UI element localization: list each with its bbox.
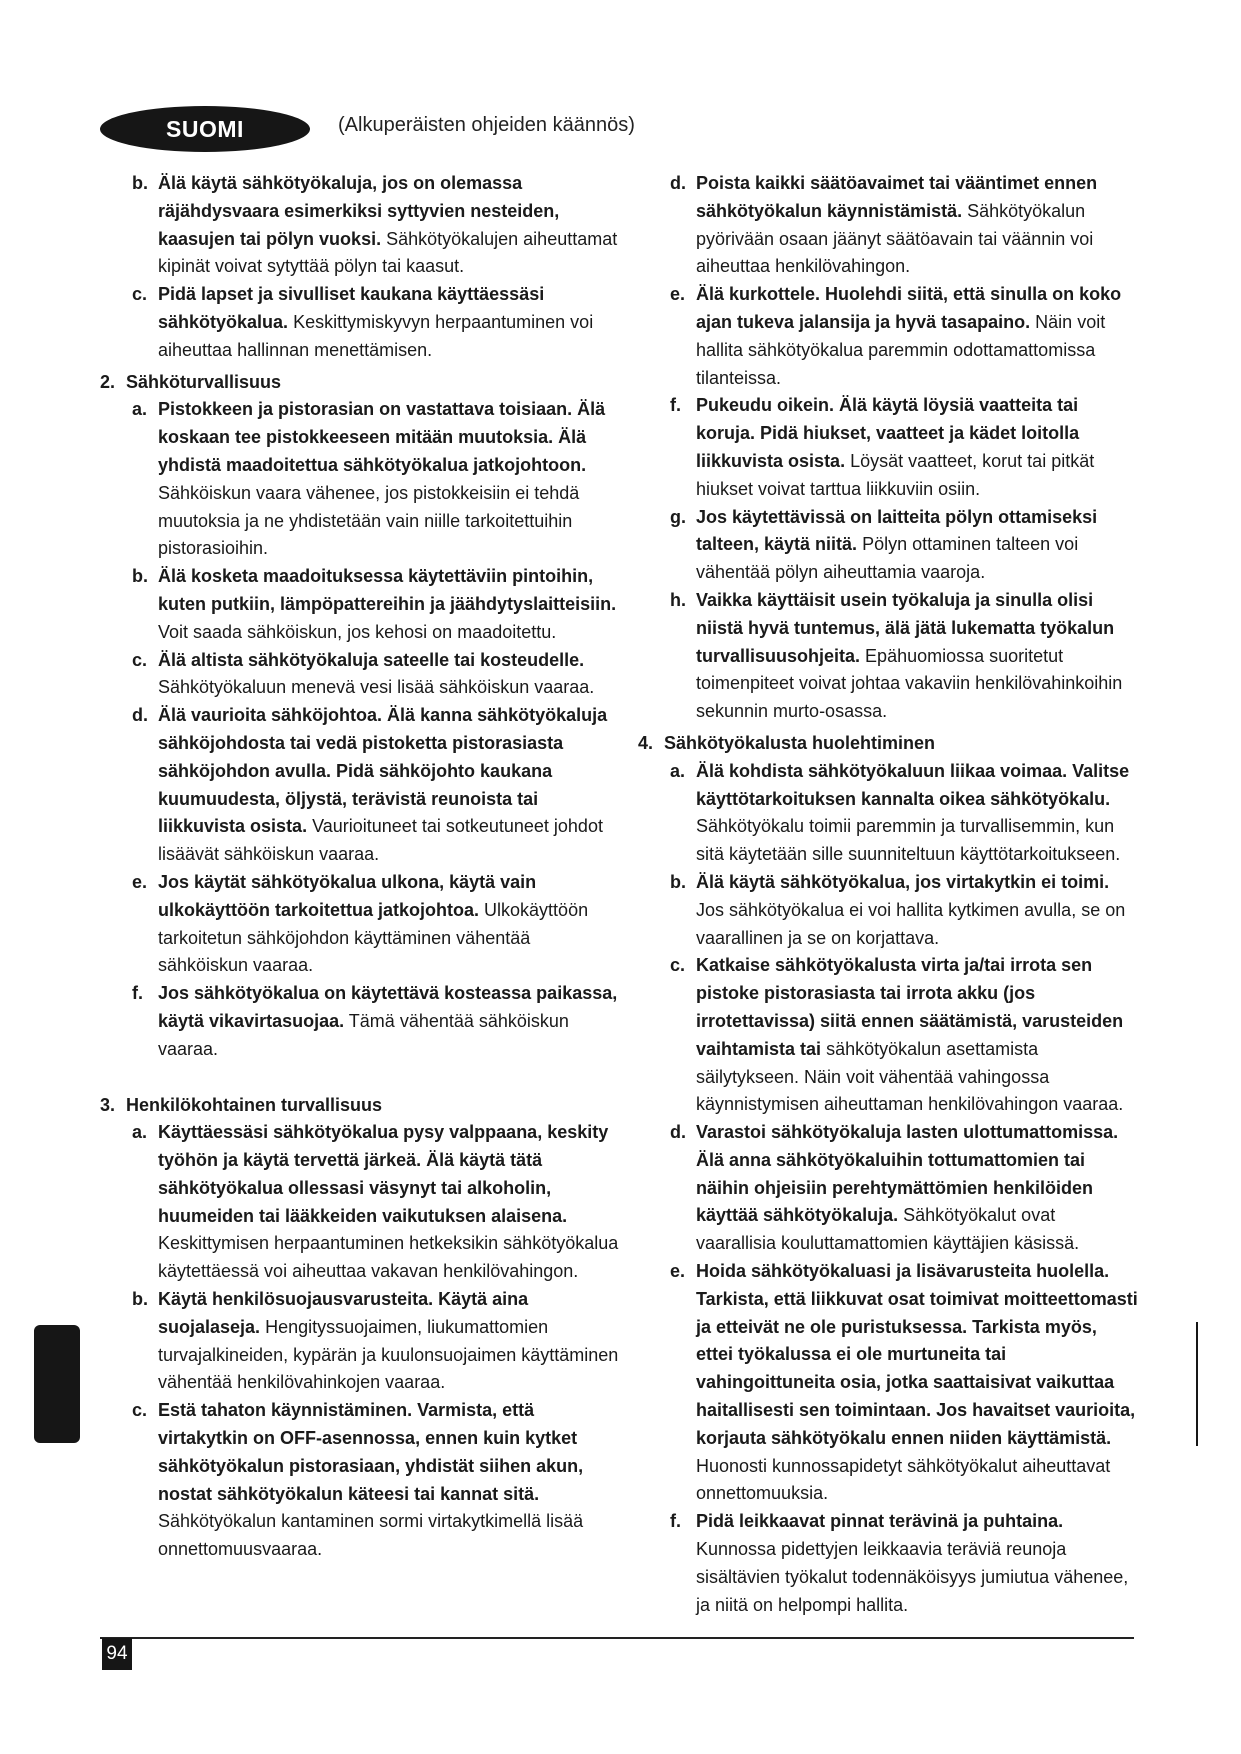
item-letter: d. <box>670 173 686 193</box>
item-text: Kunnossa pidettyjen leikkaavia teräviä reunoja sisältävien työkalut todennäköisyys jumiutua vähenee, ja niitä on helpompi hallita. <box>696 1539 1129 1615</box>
item-letter: b. <box>132 566 148 587</box>
list-item <box>132 1119 620 1286</box>
item-letter: b. <box>670 871 686 892</box>
section-number: 3. <box>100 1094 116 1115</box>
language-label: SUOMI <box>100 106 310 152</box>
list-item <box>132 396 620 563</box>
list-item <box>670 587 1138 726</box>
list-item <box>670 392 1138 503</box>
footer-divider <box>100 1637 1134 1639</box>
item-letter: h. <box>670 589 686 610</box>
item-letter: b. <box>132 173 148 193</box>
item-bold-text: Jos sähkötyökalua on käytettävä kosteassa paikassa, käytä vikavirtasuojaa. <box>158 983 618 1031</box>
item-letter: c. <box>132 649 148 670</box>
item-text: Sähkötyökalu toimii paremmin ja turvallisemmin, kun sitä käytetään sille suunniteltuun käyttötarkoitukseen. <box>696 816 1121 865</box>
item-text: Vaurioituneet tai sotkeutuneet johdot lisäävät sähköiskun vaaraa. <box>158 816 603 865</box>
list-item <box>132 1286 620 1397</box>
item-letter: b. <box>132 1289 148 1310</box>
section-title: Henkilökohtainen turvallisuus <box>126 1094 383 1115</box>
list-item <box>132 702 620 869</box>
item-bold-text: Älä kohdista sähkötyökaluun liikaa voimaa. Valitse käyttötarkoituksen kannalta oikea sähkötyökalu. <box>696 760 1130 809</box>
item-bold-text: Jos käytät sähkötyökalua ulkona, käytä vain ulkokäyttöön tarkoitettua jatkojohtoa. <box>158 871 537 920</box>
translation-note: (Alkuperäisten ohjeiden käännös) <box>338 114 635 136</box>
item-text: Sähköiskun vaara vähenee, jos pistokkeisiin ei tehdä muutoksia ja ne yhdistetään vain niille tarkoitettuihin pistorasioihin. <box>158 482 580 559</box>
item-letter: f. <box>670 1511 681 1532</box>
list-item <box>670 281 1138 392</box>
item-letter: e. <box>132 871 148 892</box>
list-item <box>670 1119 1138 1258</box>
item-text: Sähkötyökalun kantaminen sormi virtakytkimellä lisää onnettomuusvaaraa. <box>158 1511 584 1560</box>
list-item <box>670 758 1138 869</box>
item-text: Sähkötyökaluun menevä vesi lisää sähköiskun vaaraa. <box>158 677 595 698</box>
item-bold-text: Pistokkeen ja pistorasian on vastattava toisiaan. Älä koskaan tee pistokkeeseen mitään muutoksia. Älä yhdistä maadoitettua sähkötyökalua jatkojohtoon. <box>158 399 606 475</box>
item-letter: a. <box>670 760 686 781</box>
continued-items-left <box>100 170 620 365</box>
item-letter: f. <box>670 395 681 416</box>
list-item <box>670 170 1138 281</box>
section-title: Sähkötyökalusta huolehtiminen <box>664 732 936 753</box>
item-bold-text: Vaikka käyttäisit usein työkaluja ja sinulla olisi niistä hyvä tuntemus, älä jätä lukematta työkalun turvallisuusohjeita. <box>696 589 1115 666</box>
section-personal-safety <box>100 1092 620 1565</box>
page-number: 94 <box>102 1638 132 1670</box>
section-heading <box>100 369 620 397</box>
section-tool-care <box>638 730 1138 1620</box>
item-bold-text: Älä kosketa maadoituksessa käytettäviin pintoihin, kuten putkiin, lämpöpattereihin ja jäähdytyslaitteisiin. <box>158 566 617 614</box>
item-text: Huonosti kunnossapidetyt sähkötyökalut aiheuttavat onnettomuuksia. <box>696 1455 1111 1504</box>
item-text: Sähkötyökalun pyörivään osaan jäänyt säätöavain tai väännin voi aiheuttaa henkilövahingon. <box>696 200 1094 277</box>
item-bold-text: Pidä leikkaavat pinnat terävinä ja puhtaina. <box>696 1511 1064 1532</box>
list-item <box>132 980 620 1063</box>
section-tab-marker <box>34 1325 80 1443</box>
list-item <box>132 647 620 703</box>
item-bold-text: Jos käytettävissä on laitteita pölyn ottamiseksi talteen, käytä niitä. <box>696 506 1098 555</box>
item-text: Ulkokäyttöön tarkoitetun sähköjohdon käyttäminen vähentää sähköiskun vaaraa. <box>158 899 589 976</box>
item-letter: c. <box>132 1400 148 1421</box>
item-bold-text: Älä vaurioita sähköjohtoa. Älä kanna sähkötyökaluja sähköjohdosta tai vedä pistoketta pistorasiasta sähköjohdon avulla. Pidä sähköjohto kaukana kuumuudesta, öljystä, terävistä reunoista tai liikkuvista osista. <box>158 705 608 837</box>
item-letter: a. <box>132 1122 148 1143</box>
list-item <box>670 1258 1138 1508</box>
item-text: Näin voit hallita sähkötyökalua paremmin odottamattomissa tilanteissa. <box>696 311 1106 388</box>
section-heading <box>638 730 1138 758</box>
section-title: Sähköturvallisuus <box>126 371 282 392</box>
section-number: 4. <box>638 732 654 753</box>
item-bold-text: Poista kaikki säätöavaimet tai vääntimet ennen sähkötyökalun käynnistämistä. <box>696 173 1098 221</box>
item-letter: c. <box>670 955 686 976</box>
item-bold-text: Älä käytä sähkötyökaluja, jos on olemassa räjähdysvaara esimerkiksi syttyvien nesteiden, kaasujen tai pölyn vuoksi. <box>158 173 560 249</box>
item-letter: d. <box>132 705 148 726</box>
item-bold-text: Katkaise sähkötyökalusta virta ja/tai irrota sen pistoke pistorasiasta tai irrota akku (jos irrotettavissa) siitä ennen säätämistä, varusteiden vaihtamista tai <box>696 955 1124 1059</box>
list-item <box>670 504 1138 587</box>
item-letter: g. <box>670 506 686 527</box>
item-bold-text: Käytä henkilösuojausvarusteita. Käytä aina suojalaseja. <box>158 1289 529 1337</box>
item-bold-text: Pukeudu oikein. Älä käytä löysiä vaatteita tai koruja. Pidä hiukset, vaatteet ja kädet loitolla liikkuvista osista. <box>696 395 1080 471</box>
item-text: Löysät vaatteet, korut tai pitkät hiukset voivat tarttua liikkuviin osiin. <box>696 450 1095 499</box>
item-text: Sähkötyökalujen aiheuttamat kipinät voivat sytyttää pölyn tai kaasut. <box>158 228 618 277</box>
item-bold-text: Varastoi sähkötyökaluja lasten ulottumattomissa. Älä anna sähkötyökaluihin tottumattomien tai näihin ohjeisiin perehtymättömien henkilöiden käyttää sähkötyökaluja. <box>696 1122 1119 1226</box>
item-bold-text: Älä käytä sähkötyökalua, jos virtakytkin ei toimi. <box>696 871 1110 892</box>
right-column <box>638 170 1138 1619</box>
item-bold-text: Hoida sähkötyökaluasi ja lisävarusteita huolella. Tarkista, että liikkuvat osat toimivat moitteettomasti ja etteivät ne ole puristuksessa. Tarkista myös, ettei työkalussa ei ole murtuneita tai vahingoittuneita osia, jotka saattaisivat vaikuttaa haitallisesti sen toimintaan. Jos havaitset vaurioita, korjauta sähkötyökalu ennen niiden käyttämistä. <box>696 1261 1138 1448</box>
item-text: Voit saada sähköiskun, jos kehosi on maadoitettu. <box>158 621 557 642</box>
item-bold-text: Käyttäessäsi sähkötyökalua pysy valppaana, keskity työhön ja käytä tervettä järkeä. Älä käytä tätä sähkötyökalua ollessasi väsynyt tai alkoholin, huumeiden tai lääkkeiden vaikutuksen alaisena. <box>158 1122 609 1226</box>
section-electrical-safety <box>100 369 620 1064</box>
item-text: Epähuomiossa suoritetut toimenpiteet voivat johtaa vakaviin henkilövahinkoihin sekunnin murto-osassa. <box>696 645 1123 722</box>
item-text: Tämä vähentää sähköiskun vaaraa. <box>158 1010 569 1059</box>
item-bold-text: Älä kurkottele. Huolehdi siitä, että sinulla on koko ajan tukeva jalansija ja hyvä tasapaino. <box>696 284 1122 332</box>
list-item <box>132 563 620 646</box>
item-text: Keskittymisen herpaantuminen hetkeksikin sähkötyökalua käytettäessä voi aiheuttaa vakavan henkilövahingon. <box>158 1233 619 1282</box>
list-item <box>670 952 1138 1119</box>
item-bold-text: Pidä lapset ja sivulliset kaukana käyttäessäsi sähkötyökalua. <box>158 284 545 332</box>
continued-items-right <box>638 170 1138 726</box>
list-item <box>132 869 620 980</box>
item-text: Keskittymiskyvyn herpaantuminen voi aiheuttaa hallinnan menettämisen. <box>158 311 594 360</box>
list-item <box>132 281 620 364</box>
margin-marker-line <box>1196 1322 1198 1446</box>
section-number: 2. <box>100 371 116 392</box>
item-text: Pölyn ottaminen talteen voi vähentää pölyn aiheuttamia vaaroja. <box>696 534 1079 583</box>
item-letter: f. <box>132 983 143 1004</box>
item-letter: e. <box>670 284 686 305</box>
list-item <box>670 869 1138 952</box>
item-text: Sähkötyökalut ovat vaarallisia kouluttamattomien käyttäjien käsissä. <box>696 1205 1080 1254</box>
list-item <box>132 1397 620 1564</box>
item-letter: d. <box>670 1122 686 1143</box>
item-text: Hengityssuojaimen, liukumattomien turvajalkineiden, kypärän ja kuulonsuojaimen käyttäminen vähentää henkilövahinkojen vaaraa. <box>158 1316 619 1393</box>
item-letter: a. <box>132 399 148 420</box>
item-letter: c. <box>132 284 148 305</box>
list-item <box>670 1508 1138 1619</box>
item-letter: e. <box>670 1261 686 1282</box>
item-text: sähkötyökalun asettamista säilytykseen. Näin voit vähentää vahingossa käynnistymisen aiheuttaman henkilövahingon vaaraa. <box>696 1038 1124 1115</box>
item-text: Jos sähkötyökalua ei voi hallita kytkimen avulla, se on vaarallinen ja se on korjattava. <box>696 899 1126 948</box>
item-bold-text: Älä altista sähkötyökaluja sateelle tai kosteudelle. <box>158 649 585 670</box>
list-item <box>132 170 620 281</box>
left-column <box>100 170 620 1564</box>
item-bold-text: Estä tahaton käynnistäminen. Varmista, että virtakytkin on OFF-asennossa, ennen kuin kytket sähkötyökalun pistorasiaan, yhdistät siihen akun, nostat sähkötyökalun käteesi tai kannat sitä. <box>158 1400 584 1504</box>
section-heading <box>100 1092 620 1120</box>
